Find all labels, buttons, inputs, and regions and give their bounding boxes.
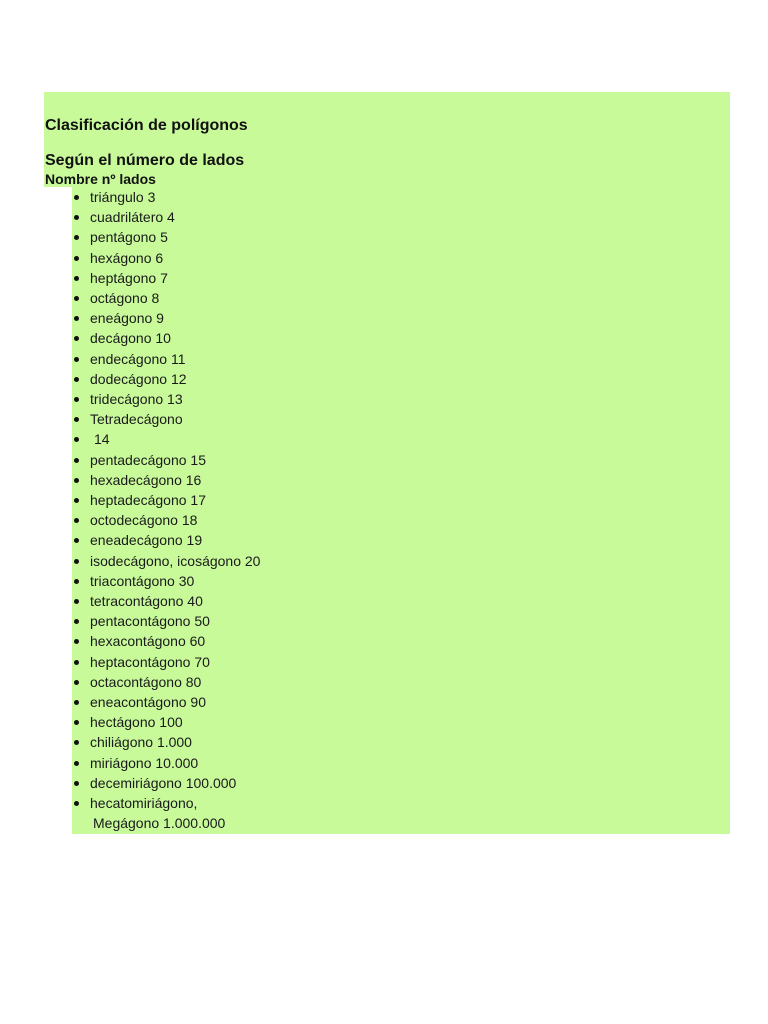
- list-item: heptágono 7: [72, 268, 730, 288]
- list-item: pentágono 5: [72, 227, 730, 247]
- list-item: cuadrilátero 4: [72, 207, 730, 227]
- list-item: hectágono 100: [72, 712, 730, 732]
- list-item: Tetradecágono: [72, 409, 730, 429]
- list-item: hexacontágono 60: [72, 631, 730, 651]
- list-item: heptacontágono 70: [72, 652, 730, 672]
- list-item: octágono 8: [72, 288, 730, 308]
- list-item: eneágono 9: [72, 308, 730, 328]
- list-item: heptadecágono 17: [72, 490, 730, 510]
- list-item: octacontágono 80: [72, 672, 730, 692]
- page-title: Clasificación de polígonos: [45, 117, 248, 134]
- list-item: hecatomiriágono,: [72, 793, 730, 813]
- list-item: eneadecágono 19: [72, 530, 730, 550]
- list-item: decemiriágono 100.000: [72, 773, 730, 793]
- list-item-continuation: Megágono 1.000.000: [93, 815, 226, 832]
- document-page: [44, 92, 730, 834]
- list-item: triacontágono 30: [72, 571, 730, 591]
- polygon-list: [72, 187, 730, 834]
- list-item: eneacontágono 90: [72, 692, 730, 712]
- list-item: 14: [72, 429, 730, 449]
- list-item: hexadecágono 16: [72, 470, 730, 490]
- list-item: isodecágono, icoságono 20: [72, 551, 730, 571]
- list-item: dodecágono 12: [72, 369, 730, 389]
- header-block: [44, 92, 730, 187]
- section-subtitle: Según el número de lados: [45, 152, 245, 169]
- list-item: tetracontágono 40: [72, 591, 730, 611]
- list-item: pentacontágono 50: [72, 611, 730, 631]
- list-item: tridecágono 13: [72, 389, 730, 409]
- column-header: Nombre nº lados: [45, 171, 156, 187]
- list-item: octodecágono 18: [72, 510, 730, 530]
- list-item: decágono 10: [72, 328, 730, 348]
- list-item: pentadecágono 15: [72, 450, 730, 470]
- list-item: chiliágono 1.000: [72, 732, 730, 752]
- list-item: miriágono 10.000: [72, 753, 730, 773]
- list-item: endecágono 11: [72, 349, 730, 369]
- list-item: hexágono 6: [72, 248, 730, 268]
- list-item: triángulo 3: [72, 187, 730, 207]
